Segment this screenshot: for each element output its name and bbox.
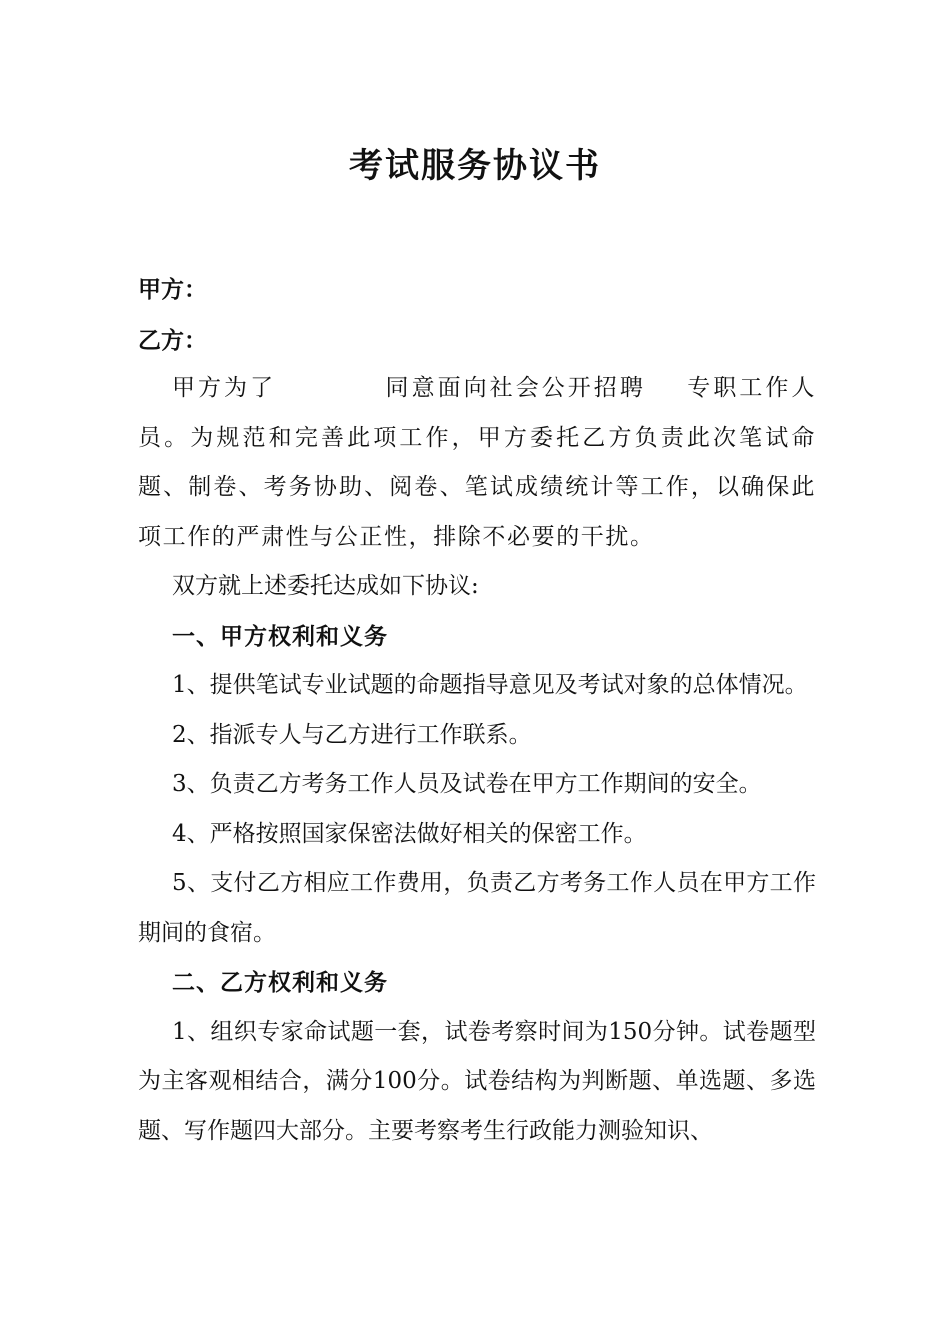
section-1-heading: 一、甲方权利和义务 — [172, 622, 388, 650]
section-1-item-5: 5、支付乙方相应工作费用，负责乙方考务工作人员在甲方工作期间的食宿。 — [138, 870, 816, 946]
document-body — [138, 364, 816, 1156]
section-2-item-1: 1、组织专家命试题一套，试卷考察时间为150分钟。试卷题型为主客观相结合，满分100分。试卷结构为判断题、单选题、多选题、写作题四大部分。主要考察考生行政能力测验知识、 — [138, 1018, 816, 1144]
section-1-item-1: 1、提供笔试专业试题的命题指导意见及考试对象的总体情况。 — [172, 672, 808, 698]
agreement-line: 双方就上述委托达成如下协议: — [172, 573, 479, 599]
party-a-label: 甲方： — [138, 276, 207, 303]
section-1-item-3: 3、负责乙方考务工作人员及试卷在甲方工作期间的安全。 — [172, 771, 762, 797]
intro-part-1: 甲方为了 — [172, 375, 277, 401]
party-b-label: 乙方： — [138, 327, 207, 354]
intro-part-3: 专职工作人员。为规范和完善此项工作，甲方委托乙方负责此次笔试命题、制卷、考务协助、阅卷、笔试成绩统计等工作，以确保此项工作的严肃性与公正性，排除不必要的干扰。 — [138, 375, 817, 550]
section-2-heading: 二、乙方权利和义务 — [172, 969, 388, 996]
document-title: 考试服务协议书 — [349, 146, 601, 186]
intro-part-2: 同意面向社会公开招聘 — [384, 375, 646, 401]
section-1-item-2: 2、指派专人与乙方进行工作联系。 — [172, 721, 532, 748]
section-1-item-4: 4、严格按照国家保密法做好相关的保密工作。 — [172, 820, 647, 847]
intro-paragraph — [138, 364, 816, 562]
